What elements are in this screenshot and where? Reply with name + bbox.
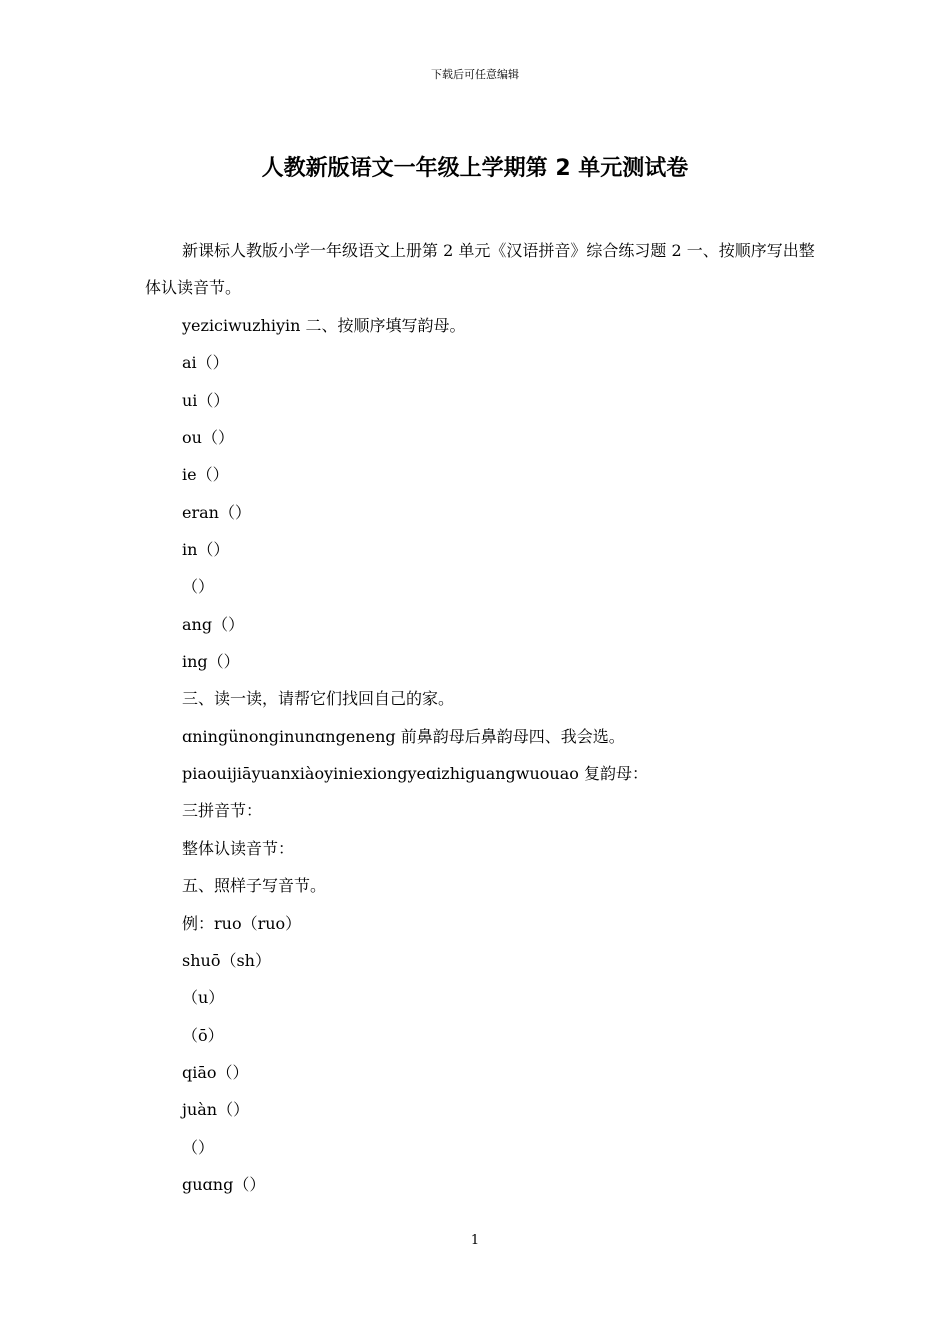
exercise-line: （）: [182, 577, 215, 597]
page-header-note: 下载后可任意编辑: [431, 68, 519, 81]
exercise-line: in（）: [182, 540, 230, 560]
exercise-line: piaouijiāyuanxiàoyiniexiongyeɑizhiguangwuouao 复韵母：: [182, 764, 648, 784]
page-number: 1: [470, 1233, 480, 1248]
exercise-line: （）: [182, 1137, 215, 1157]
exercise-line: juàn（）: [182, 1100, 250, 1120]
exercise-line: qiāo（）: [182, 1062, 249, 1082]
exercise-line: yeziciwuzhiyin 二、按顺序填写韵母。: [182, 316, 466, 335]
exercise-line: 三、读一读，请帮它们找回自己的家。: [182, 689, 455, 709]
exercise-line: eran（）: [182, 502, 251, 522]
exercise-lines: [182, 307, 822, 1203]
exercise-line: 整体认读音节：: [182, 838, 295, 858]
exercise-line: （u）: [182, 988, 225, 1008]
exercise-line: （ō）: [182, 1025, 224, 1045]
exercise-line: 例：ruo（ruo）: [182, 913, 302, 933]
exercise-line: ai（）: [182, 353, 229, 373]
exercise-line: shuō（sh）: [182, 950, 271, 970]
intro-paragraph: 新课标人教版小学一年级语文上册第 2 单元《汉语拼音》综合练习题 2 一、按顺序写出整体认读音节。: [145, 241, 815, 297]
exercise-line: ie（）: [182, 465, 229, 485]
exercise-line: guɑng（）: [182, 1174, 266, 1194]
exercise-line: ou（）: [182, 428, 234, 448]
exercise-line: ɑningünonginunɑngeneng 前鼻韵母后鼻韵母四、我会选。: [182, 726, 625, 746]
exercise-line: ing（）: [182, 652, 240, 672]
exercise-line: 三拼音节：: [182, 801, 263, 821]
exercise-line: ui（）: [182, 390, 230, 410]
exercise-line: 五、照样子写音节。: [182, 876, 327, 896]
document-title: 人教新版语文一年级上学期第 2 单元测试卷: [261, 156, 689, 181]
exercise-line: ang（）: [182, 614, 245, 634]
